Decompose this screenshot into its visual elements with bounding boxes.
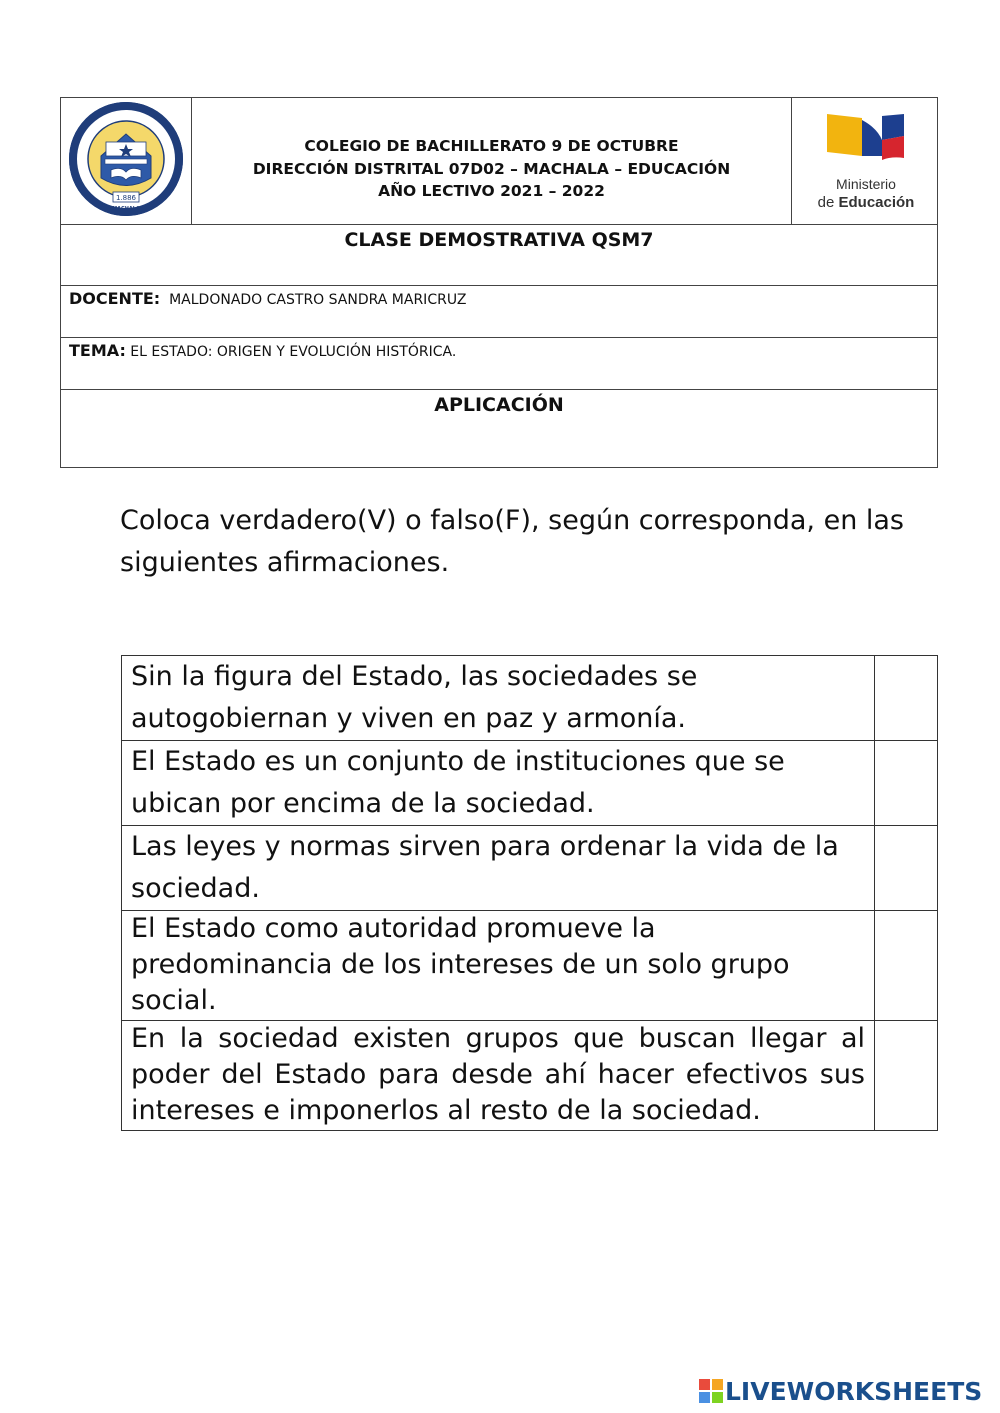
statement-line: poder del Estado para desde ahí hacer efectivos sus: [131, 1059, 865, 1090]
school-district: DIRECCIÓN DISTRITAL 07D02 – MACHALA – EDUCACIÓN: [252, 159, 731, 178]
header-table: [60, 97, 938, 468]
school-name: COLEGIO DE BACHILLERATO 9 DE OCTUBRE: [304, 137, 679, 155]
liveworksheets-icon: [699, 1379, 723, 1403]
section-title: APLICACIÓN: [61, 390, 938, 468]
instructions-line2: siguientes afirmaciones.: [120, 547, 450, 578]
answer-box[interactable]: [875, 656, 938, 741]
statement-line: autogobiernan y viven en paz y armonía.: [131, 703, 687, 734]
answer-box[interactable]: [875, 826, 938, 911]
ministry-line1: Ministerio: [836, 176, 896, 192]
tema-row: [61, 338, 938, 390]
statement-text: [122, 741, 875, 826]
docente-value: MALDONADO CASTRO SANDRA MARICRUZ: [169, 292, 467, 308]
statement-line: sociedad.: [131, 873, 260, 904]
watermark-text: LIVEWORKSHEETS: [725, 1377, 983, 1406]
statement-text: [122, 826, 875, 911]
statement-line: social.: [131, 985, 217, 1016]
ministry-line2-bold: Educación: [838, 194, 915, 211]
statement-line: predominancia de los intereses de un solo grupo: [131, 949, 790, 980]
instructions: [120, 500, 940, 584]
statement-row: [122, 826, 938, 911]
seal-city: MACHALA: [112, 206, 140, 212]
statement-line: ubican por encima de la sociedad.: [131, 788, 595, 819]
statement-line: Las leyes y normas sirven para ordenar la vida de la: [131, 831, 839, 862]
ministry-logo-icon: [792, 98, 937, 220]
school-seal-icon: [61, 98, 189, 220]
ministry-logo-cell: [792, 98, 938, 225]
statement-text: [122, 911, 875, 1021]
statement-line: Sin la figura del Estado, las sociedades se: [131, 661, 698, 692]
statement-line: intereses e imponerlos al resto de la sociedad.: [131, 1095, 761, 1126]
answer-box[interactable]: [875, 1021, 938, 1131]
statement-line: El Estado es un conjunto de instituciones que se: [131, 746, 785, 777]
statement-row: [122, 741, 938, 826]
school-info: [192, 98, 792, 225]
statement-line: El Estado como autoridad promueve la: [131, 913, 656, 944]
ministry-line2-prefix: de: [817, 194, 839, 211]
statement-row: [122, 656, 938, 741]
statement-text: [122, 1021, 875, 1131]
school-logo-cell: [61, 98, 192, 225]
answer-box[interactable]: [875, 911, 938, 1021]
school-year: AÑO LECTIVO 2021 – 2022: [378, 182, 605, 200]
statement-row: [122, 1021, 938, 1131]
docente-row: [61, 286, 938, 338]
answer-box[interactable]: [875, 741, 938, 826]
statement-row: [122, 911, 938, 1021]
instructions-line1: Coloca verdadero(V) o falso(F), según corresponda, en las: [120, 505, 905, 536]
statement-line: En la sociedad existen grupos que buscan llegar al: [131, 1023, 865, 1054]
ministry-line2: [818, 194, 915, 211]
seal-year: 1.886: [115, 194, 137, 202]
statement-text: [122, 656, 875, 741]
tema-value: EL ESTADO: ORIGEN Y EVOLUCIÓN HISTÓRICA.: [130, 344, 457, 360]
true-false-table: [121, 655, 938, 1131]
docente-label: DOCENTE:: [69, 289, 161, 308]
class-title: CLASE DEMOSTRATIVA QSM7: [61, 225, 938, 286]
liveworksheets-watermark: [699, 1377, 982, 1406]
tema-label: TEMA:: [69, 341, 126, 360]
